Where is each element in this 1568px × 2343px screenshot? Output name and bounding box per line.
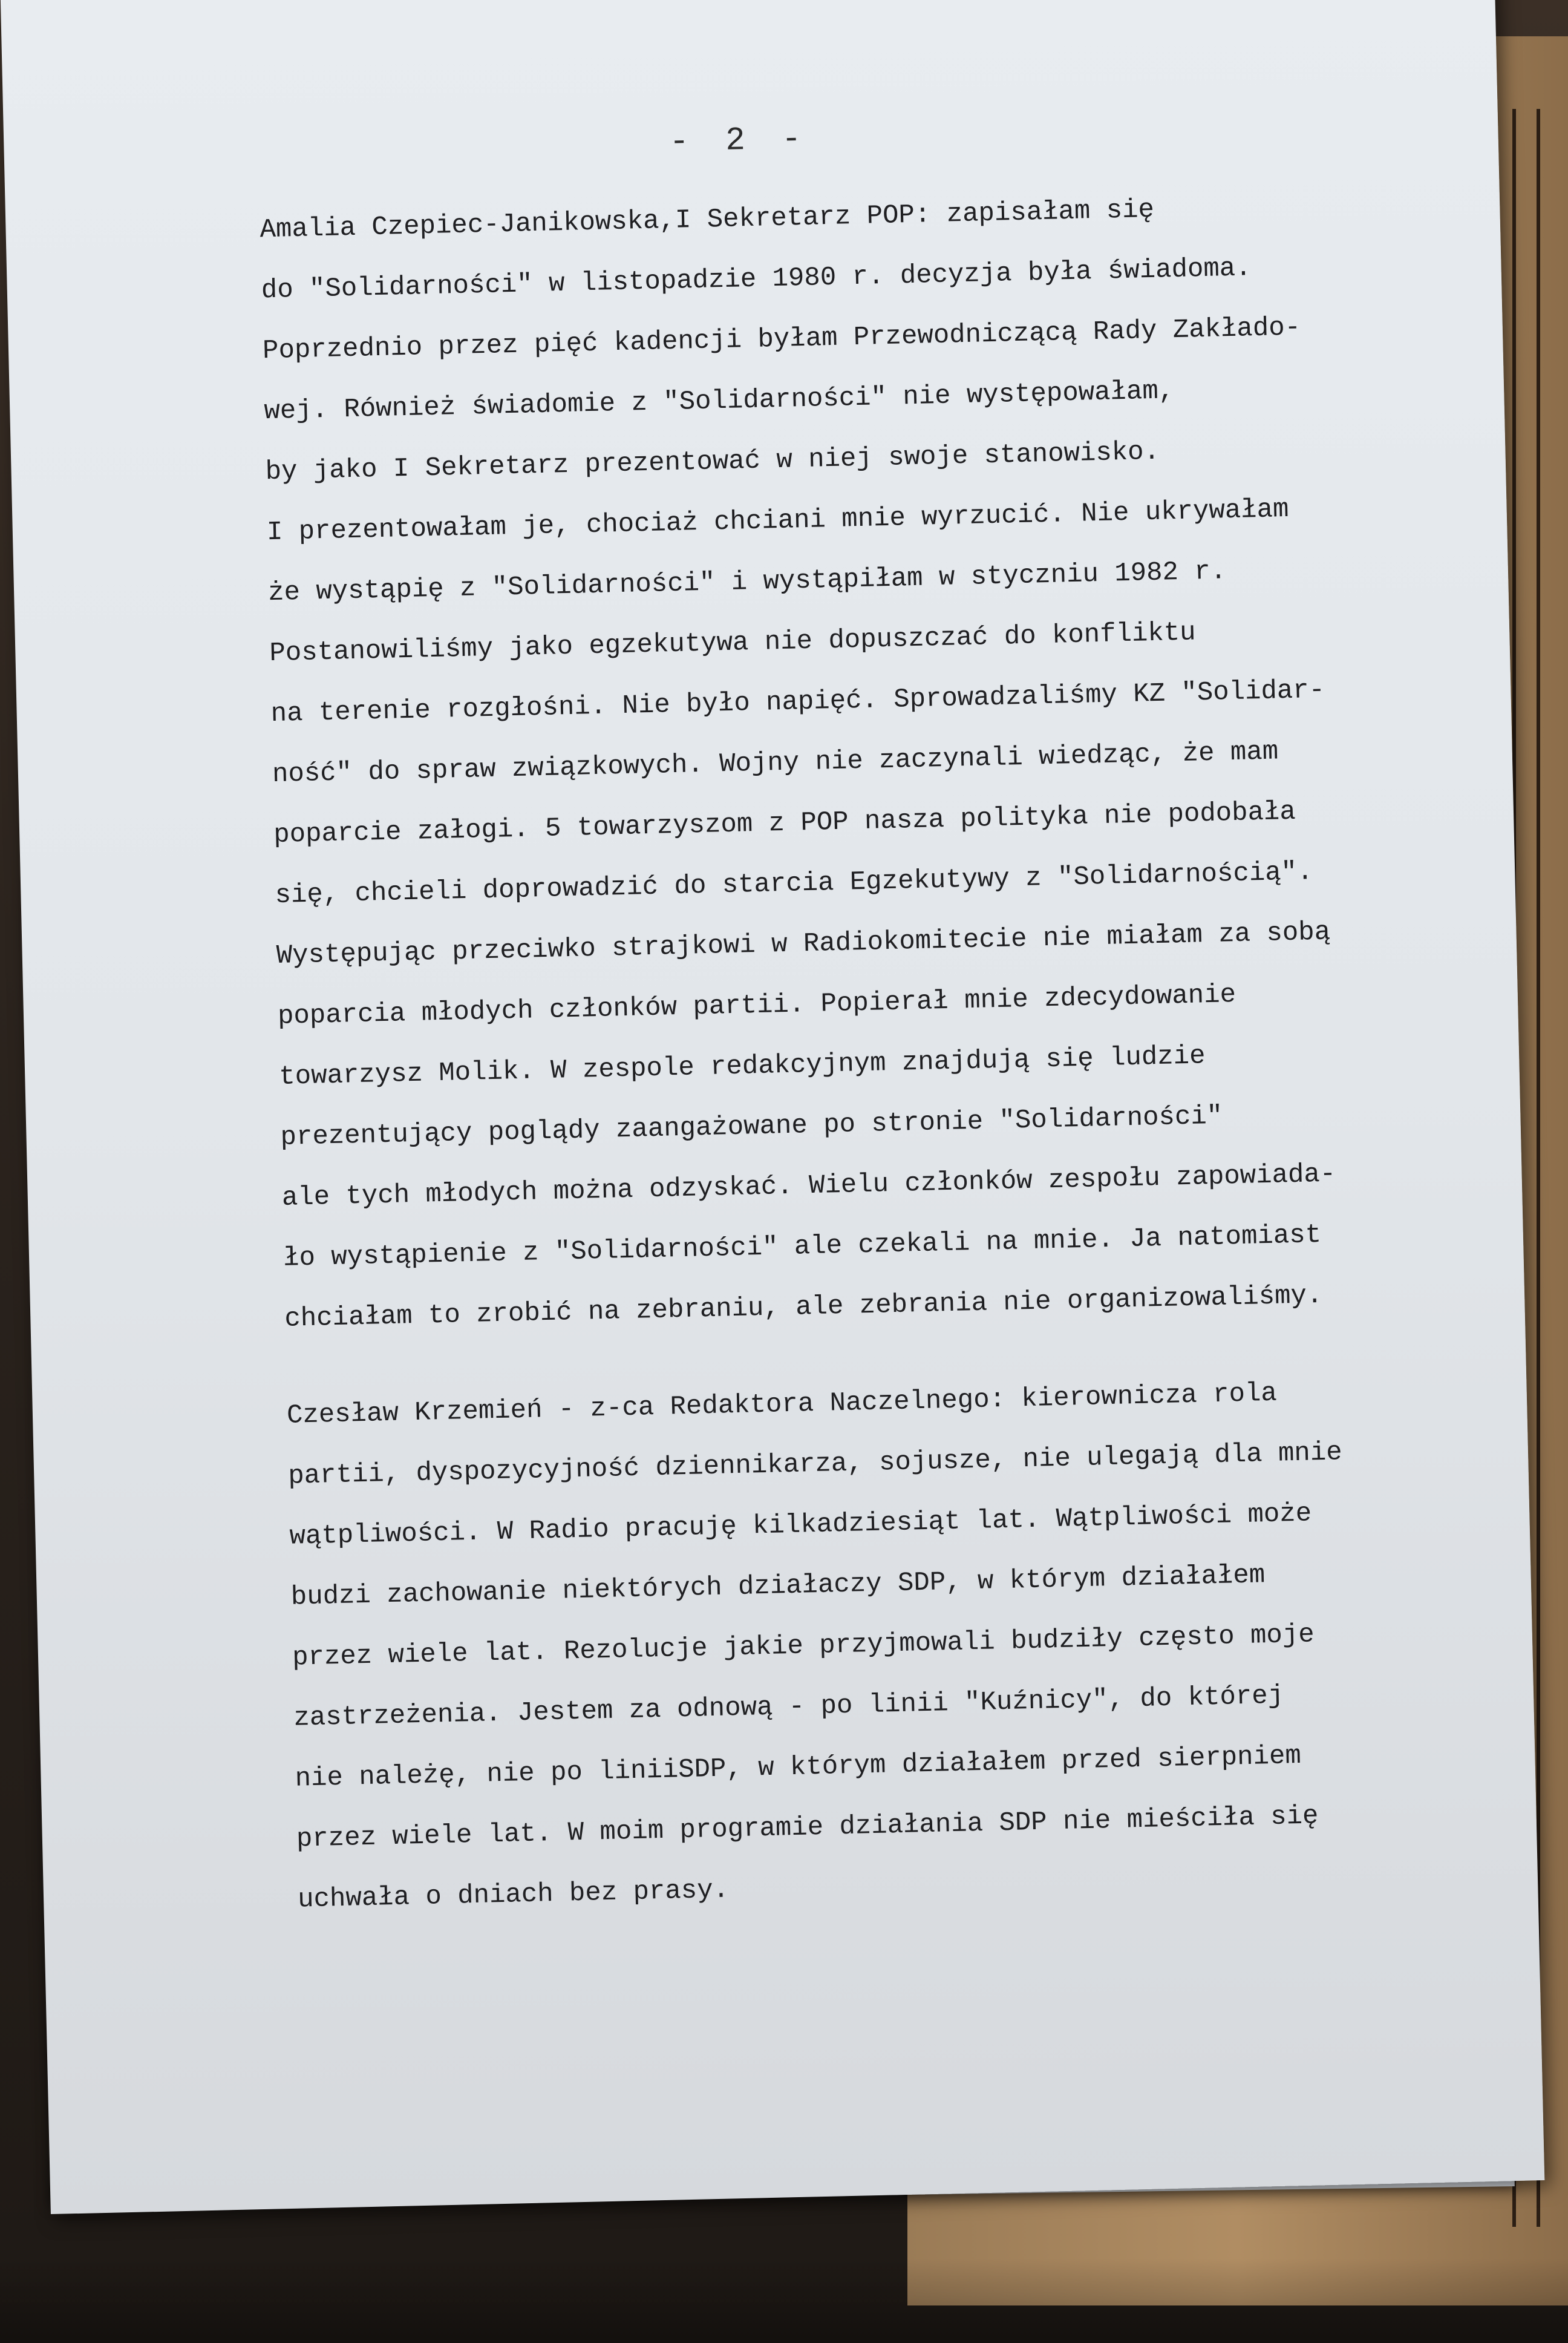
text-line: na terenie rozgłośni. Nie było napięć. Sprowadzaliśmy KZ "Solidar-: [270, 675, 1325, 730]
paragraph-krzemien: [286, 1358, 1496, 1930]
paragraph-czepiec-janikowska: [260, 172, 1483, 1349]
text-line: partii, dyspozycyjność dziennikarza, sojusze, nie ulegają dla mnie: [287, 1437, 1343, 1492]
text-line: przez wiele lat. W moim programie działania SDP nie mieściła się: [296, 1801, 1319, 1855]
text-line: by jako I Sekretarz prezentować w niej swoje stanowisko.: [265, 436, 1160, 488]
text-line: Występując przeciwko strajkowi w Radiokomitecie nie miałam za sobą: [276, 917, 1331, 972]
text-line: chciałam to zrobić na zebraniu, ale zebrania nie organizowaliśmy.: [284, 1280, 1323, 1334]
document-body: [260, 172, 1496, 1930]
bottom-shadow: [0, 2258, 1568, 2343]
text-line: poparcie załogi. 5 towarzyszom z POP nasza polityka nie podobała: [273, 796, 1296, 851]
text-line: budzi zachowanie niektórych działaczy SDP, w którym działałem: [290, 1560, 1266, 1613]
page-number: - 2 -: [668, 120, 811, 161]
text-line: wątpliwości. W Radio pracuję kilkadziesiąt lat. Wątpliwości może: [289, 1498, 1312, 1552]
text-line: Amalia Czepiec-Janikowska,I Sekretarz POP: zapisałam się: [260, 194, 1155, 246]
text-line: poparcia młodych członków partii. Popierał mnie zdecydowanie: [277, 980, 1236, 1032]
text-line: wej. Również świadomie z "Solidarności" nie występowałam,: [263, 376, 1175, 427]
text-line: Postanowiliśmy jako egzekutywa nie dopuszczać do konfliktu: [269, 617, 1197, 669]
text-line: ale tych młodych można odzyskać. Wielu członków zespołu zapowiada-: [281, 1159, 1336, 1213]
text-line: towarzysz Molik. W zespole redakcyjnym znajdują się ludzie: [278, 1041, 1206, 1092]
text-line: nie należę, nie po liniiSDP, w którym działałem przed sierpniem: [295, 1740, 1302, 1794]
text-line: Poprzednio przez pięć kadencji byłam Przewodniczącą Rady Zakłado-: [262, 312, 1301, 367]
text-line: Czesław Krzemień - z-ca Redaktora Naczelnego: kierownicza rola: [286, 1378, 1278, 1431]
text-line: do "Solidarności" w listopadzie 1980 r. decyzja była świadoma.: [261, 253, 1252, 306]
text-line: I prezentowałam je, chociaż chciani mnie wyrzucić. Nie ukrywałam: [266, 494, 1289, 548]
text-line: się, chcieli doprowadzić do starcia Egzekutywy z "Solidarnością".: [275, 857, 1314, 911]
text-line: ność" do spraw związkowych. Wojny nie zaczynali wiedząc, że mam: [272, 736, 1279, 790]
text-line: ło wystąpienie z "Solidarności" ale czekali na mnie. Ja natomiast: [283, 1219, 1322, 1274]
text-line: przez wiele lat. Rezolucje jakie przyjmowali budziły często moje: [292, 1619, 1315, 1673]
text-line: prezentujący poglądy zaangażowane po stronie "Solidarności": [280, 1101, 1223, 1153]
text-line: uchwała o dniach bez prasy.: [297, 1875, 730, 1915]
text-line: że wystąpię z "Solidarności" i wystąpiłam w styczniu 1982 r.: [267, 556, 1227, 609]
text-line: zastrzeżenia. Jestem za odnową - po linii "Kuźnicy", do której: [293, 1680, 1284, 1734]
